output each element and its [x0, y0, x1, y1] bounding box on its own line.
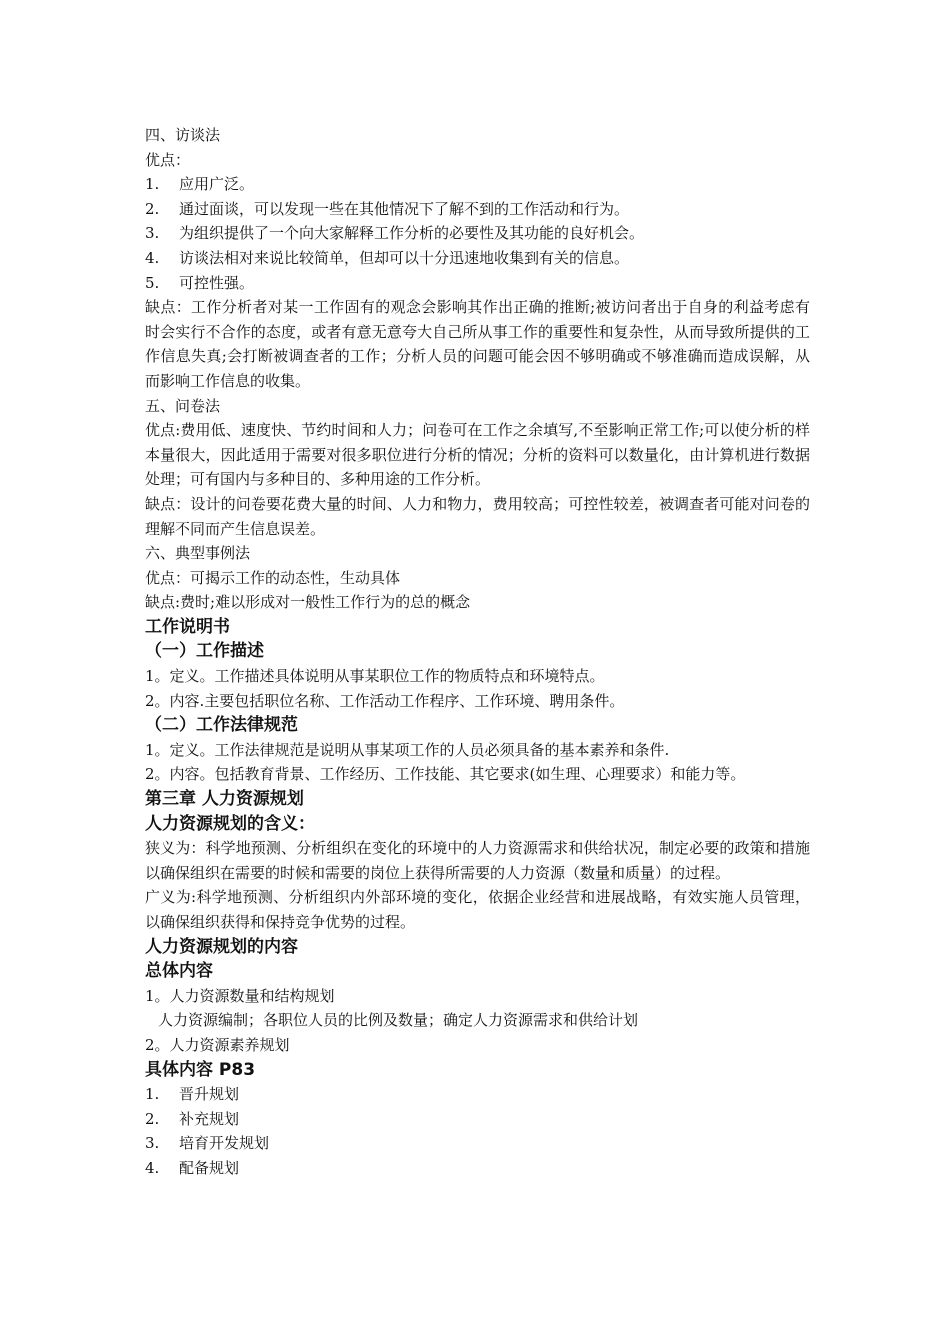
paragraph: 广义为:科学地预测、分析组织内外部环境的变化，依据企业经营和进展战略，有效实施人员管理，以确保组织获得和保持竞争优势的过程。 [145, 888, 810, 931]
paragraph: 四、访谈法 [145, 126, 221, 144]
paragraph: 缺点:费时;难以形成对一般性工作行为的总的概念 [145, 593, 471, 612]
list-item [145, 1107, 810, 1132]
list-number: 3. [145, 224, 160, 243]
list-text: 访谈法相对来说比较简单，但却可以十分迅速地收集到有关的信息。 [179, 248, 630, 267]
section-heading: （一）工作描述 [145, 641, 264, 662]
paragraph: 优点： [145, 150, 191, 169]
section-heading: （二）工作法律规范 [145, 715, 298, 736]
list-item [145, 271, 810, 296]
paragraph: 1。定义。工作法律规范是说明从事某项工作的人员必须具备的基本素养和条件. [145, 740, 670, 759]
paragraph: 优点：可揭示工作的动态性，生动具体 [145, 568, 401, 587]
list-item [145, 1082, 810, 1107]
paragraph: 1。定义。工作描述具体说明从事某职位工作的物质特点和环境特点。 [145, 667, 605, 686]
list-number: 2. [145, 1109, 160, 1128]
list-number: 1. [145, 1085, 160, 1104]
paragraph: 缺点：工作分析者对某一工作固有的观念会影响其作出正确的推断;被访问者出于自身的利益考虑有时会实行不合作的态度，或者有意无意夸大自己所从事工作的重要性和复杂性，从而导致所提供的工作信息失真;会打断被调查者的工作；分析人员的问题可能会因不够明确或不够准确而造成误解，从而影响工作信息的收集。 [145, 298, 810, 390]
paragraph: 缺点：设计的问卷要花费大量的时间、人力和物力，费用较高；可控性较差，被调查者可能对问卷的理解不同而产生信息误差。 [145, 494, 810, 538]
list-item [145, 197, 810, 222]
list-text: 培育开发规划 [179, 1134, 270, 1153]
document-body [145, 123, 810, 1181]
list-number: 4. [145, 248, 160, 267]
list-number: 4. [145, 1158, 160, 1177]
list-text: 补充规划 [179, 1109, 240, 1128]
section-heading: 总体内容 [145, 961, 213, 982]
list-text: 应用广泛。 [179, 175, 255, 194]
paragraph: 2。内容。包括教育背景、工作经历、工作技能、其它要求(如生理、心理要求）和能力等。 [145, 765, 746, 784]
section-heading: 人力资源规划的含义： [145, 813, 315, 834]
paragraph: 五、问卷法 [145, 396, 221, 415]
list-item [145, 221, 810, 246]
list-text: 通过面谈，可以发现一些在其他情况下了解不到的工作活动和行为。 [179, 199, 630, 218]
paragraph: 狭义为：科学地预测、分析组织在变化的环境中的人力资源需求和供给状况，制定必要的政策和措施以确保组织在需要的时候和需要的岗位上获得所需要的人力资源（数量和质量）的过程。 [145, 839, 810, 882]
paragraph: 2。人力资源素养规划 [145, 1035, 290, 1054]
list-number: 3. [145, 1134, 160, 1153]
list-text: 配备规划 [179, 1158, 240, 1177]
list-text: 晋升规划 [179, 1085, 240, 1104]
paragraph: 优点:费用低、速度快、节约时间和人力；问卷可在工作之余填写,不至影响正常工作;可以使分析的样本量很大，因此适用于需要对很多职位进行分析的情况；分析的资料可以数量化，由计算机进行数据处理；可有国内与多种目的、多种用途的工作分析。 [145, 421, 810, 489]
paragraph: 1。人力资源数量和结构规划 [145, 986, 335, 1005]
list-text: 为组织提供了一个向大家解释工作分析的必要性及其功能的良好机会。 [179, 224, 645, 243]
paragraph: 六、典型事例法 [145, 544, 251, 563]
list-number: 1. [145, 175, 160, 194]
list-item [145, 246, 810, 271]
list-item [145, 1156, 810, 1181]
paragraph: 2。内容.主要包括职位名称、工作活动工作程序、工作环境、聘用条件。 [145, 691, 625, 710]
list-item [145, 1131, 810, 1156]
section-heading: 第三章 人力资源规划 [145, 789, 304, 810]
section-heading: 具体内容 P83 [145, 1059, 256, 1080]
list-text: 可控性强。 [179, 273, 255, 292]
list-number: 2. [145, 199, 160, 218]
section-heading: 人力资源规划的内容 [145, 936, 298, 957]
list-number: 5. [145, 273, 160, 292]
section-heading: 工作说明书 [145, 616, 230, 637]
indented-paragraph: 人力资源编制；各职位人员的比例及数量；确定人力资源需求和供给计划 [158, 1011, 639, 1030]
list-item [145, 172, 810, 197]
